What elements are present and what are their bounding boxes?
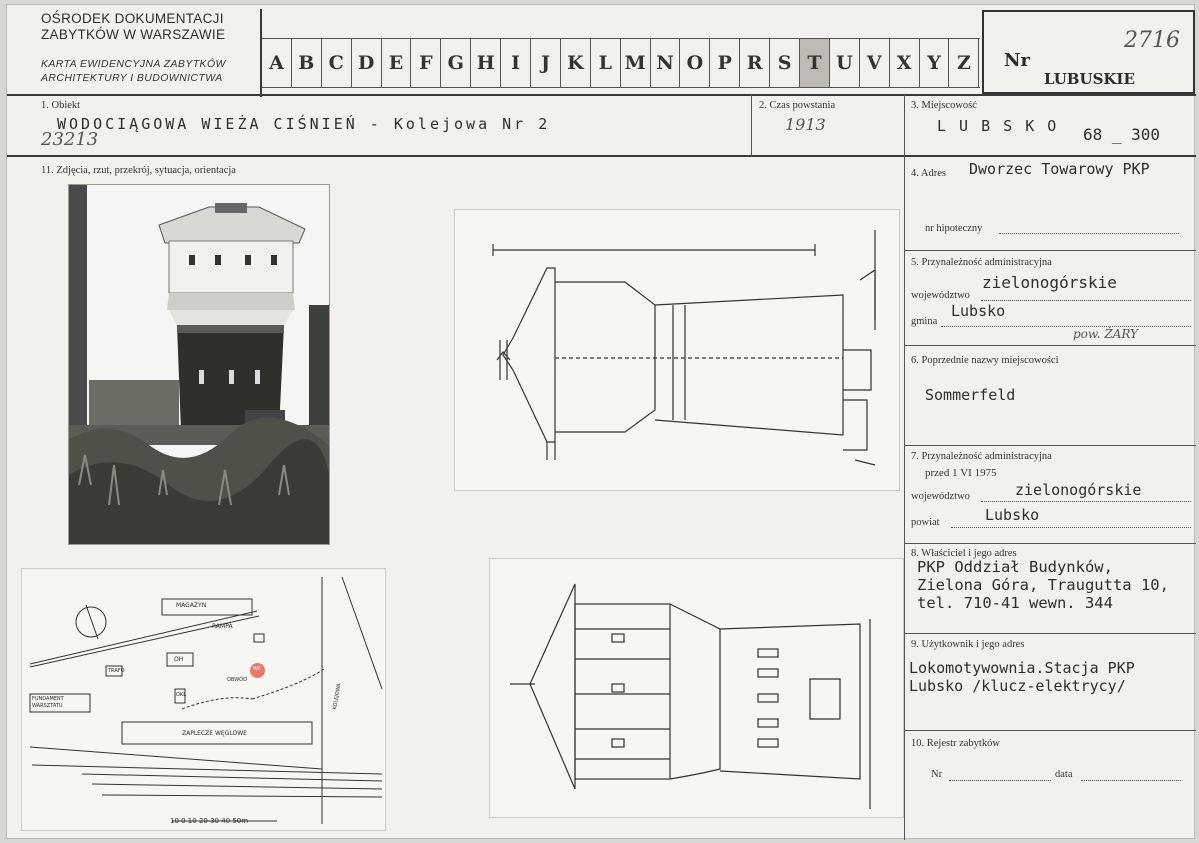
index-letter: U [830,39,860,87]
label-obwod: OBWÓD [227,677,247,683]
index-letter: D [352,39,382,87]
czas-label: 2. Czas powstania [759,100,836,111]
index-letter: X [890,39,920,87]
label-kolejowa: KOLEJOWA [332,683,343,711]
index-letter: C [322,39,352,87]
label-okl: OKL [176,692,186,698]
powiat-label: powiat [911,517,940,528]
rejestr-data-label: data [1055,769,1073,780]
wlasciciel-label: 8. Właściciel i jego adres [911,548,1017,559]
index-letter: A [262,39,292,87]
index-letter: I [501,39,531,87]
label-zaplecze: ZAPLECZE WĘGLOWE [182,730,247,737]
label-trafo: TRAFO [108,668,125,674]
index-letter: Y [920,39,950,87]
gmina-label: gmina [911,316,938,327]
section-drawing [454,209,900,491]
obiekt-handwritten: 23213 [41,129,99,150]
przynaleznosc-label: 5. Przynależność administracyjna [911,257,1052,268]
postal-code: 68 _ 300 [1083,125,1161,144]
hipoteczny-label: nr hipoteczny [925,223,983,234]
powiat-value: Lubsko [985,506,1040,524]
przynaleznosc7-label: 7. Przynależność administracyjna [911,451,1052,462]
adres-label: 4. Adres [911,168,946,179]
gmina-note: pow. ŻARY [1073,327,1138,341]
index-letter: B [292,39,322,87]
region: LUBUSKIE [1044,70,1135,88]
index-letter: P [710,39,740,87]
index-letter: M [621,39,651,87]
poprzednie-value: Sommerfeld [925,386,1016,404]
elevation-drawing [489,558,904,818]
gmina-value: Lubsko [951,302,1006,320]
site-plan [21,568,386,831]
wojewodztwo-label: województwo [911,290,970,301]
label-oh: OH [174,656,184,663]
obiekt-value: WODOCIĄGOWA WIEŻA CIŚNIEŃ - Kolejowa Nr 2 [57,115,551,133]
miejscowosc-value: L U B S K O [937,117,1059,135]
index-letter: F [411,39,441,87]
nr-label: Nr [1004,50,1030,71]
wojewodztwo7-label: województwo [911,491,970,502]
index-letter: H [471,39,501,87]
miejscowosc-label: 3. Miejscowość [911,100,977,111]
label-wc: WC [253,666,262,672]
institution-name: OŚRODEK DOKUMENTACJI ZABYTKÓW W WARSZAWIE [41,11,226,42]
index-letter: T [800,39,830,87]
index-letter: E [382,39,412,87]
nr-value: 2716 [1124,28,1180,53]
zdjecia-label: 11. Zdjęcia, rzut, przekrój, sytuacja, orientacja [41,165,236,176]
label-fundament: FUNDAMENT WARSZTATU [32,696,64,709]
uzytkownik-label: 9. Użytkownik i jego adres [911,639,1025,650]
obiekt-label: 1. Obiekt [41,100,81,111]
label-magazyn: MAGAZYN [176,602,207,609]
czas-value: 1913 [785,115,826,134]
wlasciciel-value: PKP Oddział Budynków, Zielona Góra, Traugutta 10, tel. 710-41 wewn. 344 [917,558,1169,612]
label-rampa: RAMPA [212,623,233,630]
index-letter: G [441,39,471,87]
letter-index [262,38,980,88]
index-letter: R [740,39,770,87]
wojewodztwo-value: zielonogórskie [982,273,1117,292]
index-letter: L [591,39,621,87]
index-letter: Z [949,39,979,87]
index-letter: V [860,39,890,87]
rejestr-label: 10. Rejestr zabytków [911,738,1000,749]
scale-label: 10 0 10 20 30 40 50m [170,817,249,825]
card-title: KARTA EWIDENCYJNA ZABYTKÓW ARCHITEKTURY I BUDOWNICTWA [41,58,226,84]
adres-value: Dworzec Towarowy PKP [969,160,1150,178]
poprzednie-label: 6. Poprzednie nazwy miejscowości [911,355,1059,366]
rejestr-nr-label: Nr [931,769,943,780]
wojewodztwo7-value: zielonogórskie [1015,481,1142,499]
index-letter: N [651,39,681,87]
nr-box [982,10,1195,94]
uzytkownik-value: Lokomotywownia.Stacja PKP Lubsko /klucz-elektrycy/ [909,659,1135,695]
index-letter: S [770,39,800,87]
tower-photo [68,184,330,545]
index-letter: K [561,39,591,87]
przed-label: przed 1 VI 1975 [925,467,997,479]
index-letter: J [531,39,561,87]
record-card [6,4,1195,839]
index-letter: O [680,39,710,87]
